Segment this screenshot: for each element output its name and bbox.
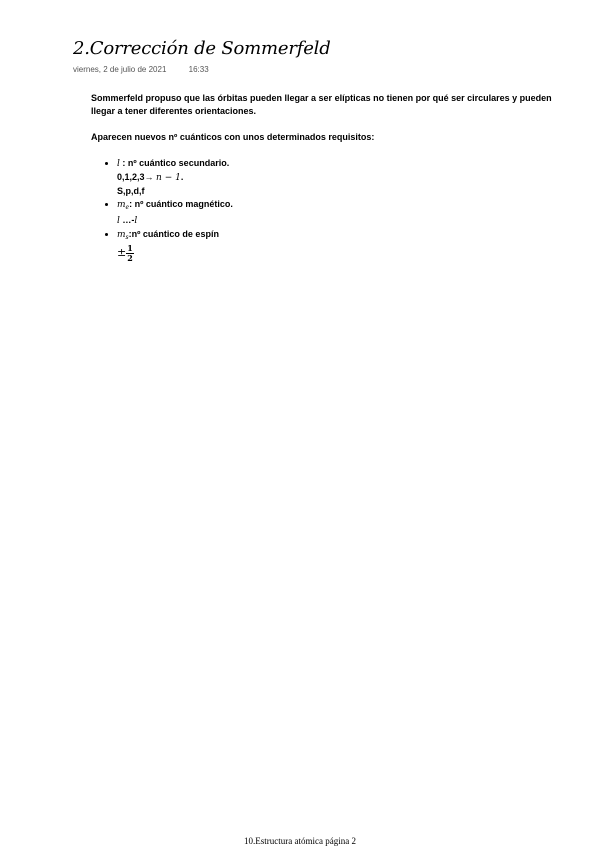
fraction-one-half: $\frac{1}{2}$	[127, 243, 133, 263]
quantum-number-list	[91, 157, 596, 263]
range-suffix: .	[180, 172, 184, 182]
list-item-espin	[117, 228, 596, 263]
label-secundario: : nº cuántico secundario.	[119, 158, 230, 168]
paragraph-requisitos: Aparecen nuevos nº cuánticos con unos determinados requisitos:	[91, 132, 375, 142]
range-prefix: 0,1,2,3→	[117, 172, 157, 182]
page-date: viernes, 2 de julio de 2021	[73, 65, 167, 74]
page-meta	[73, 65, 209, 74]
list-item-secundario	[117, 157, 596, 198]
page-time: 16:33	[188, 65, 209, 74]
symbol-me: $m_e$	[117, 200, 130, 211]
symbol-ms: $m_s$	[117, 230, 129, 241]
range-math: n − 1	[156, 173, 181, 183]
label-magnetico: : nº cuántico magnético.	[129, 199, 233, 209]
note-content	[91, 92, 596, 263]
list-item-magnetico	[117, 198, 596, 228]
page-title: 2.Corrección de Sommerfeld	[73, 38, 331, 59]
page-footer: 10.Estructura atómica página 2	[244, 836, 356, 846]
paragraph-intro-line1: Sommerfeld propuso que las órbitas pueden llegar a ser elípticas no tienen por qué ser circulares y pueden	[91, 93, 552, 103]
orbital-letters: S,p,d,f	[117, 186, 145, 196]
label-espin: :nº cuántico de espín	[128, 229, 219, 239]
range-l-end: l	[134, 216, 138, 226]
paragraph-intro-line2: llegar a tener diferentes orientaciones.	[91, 106, 257, 116]
symbol-l: l	[117, 159, 120, 169]
plus-minus: ±	[117, 245, 127, 259]
range-dots: …-	[119, 215, 135, 225]
paragraph-intro	[91, 92, 596, 118]
range-l-start: l	[117, 216, 120, 226]
